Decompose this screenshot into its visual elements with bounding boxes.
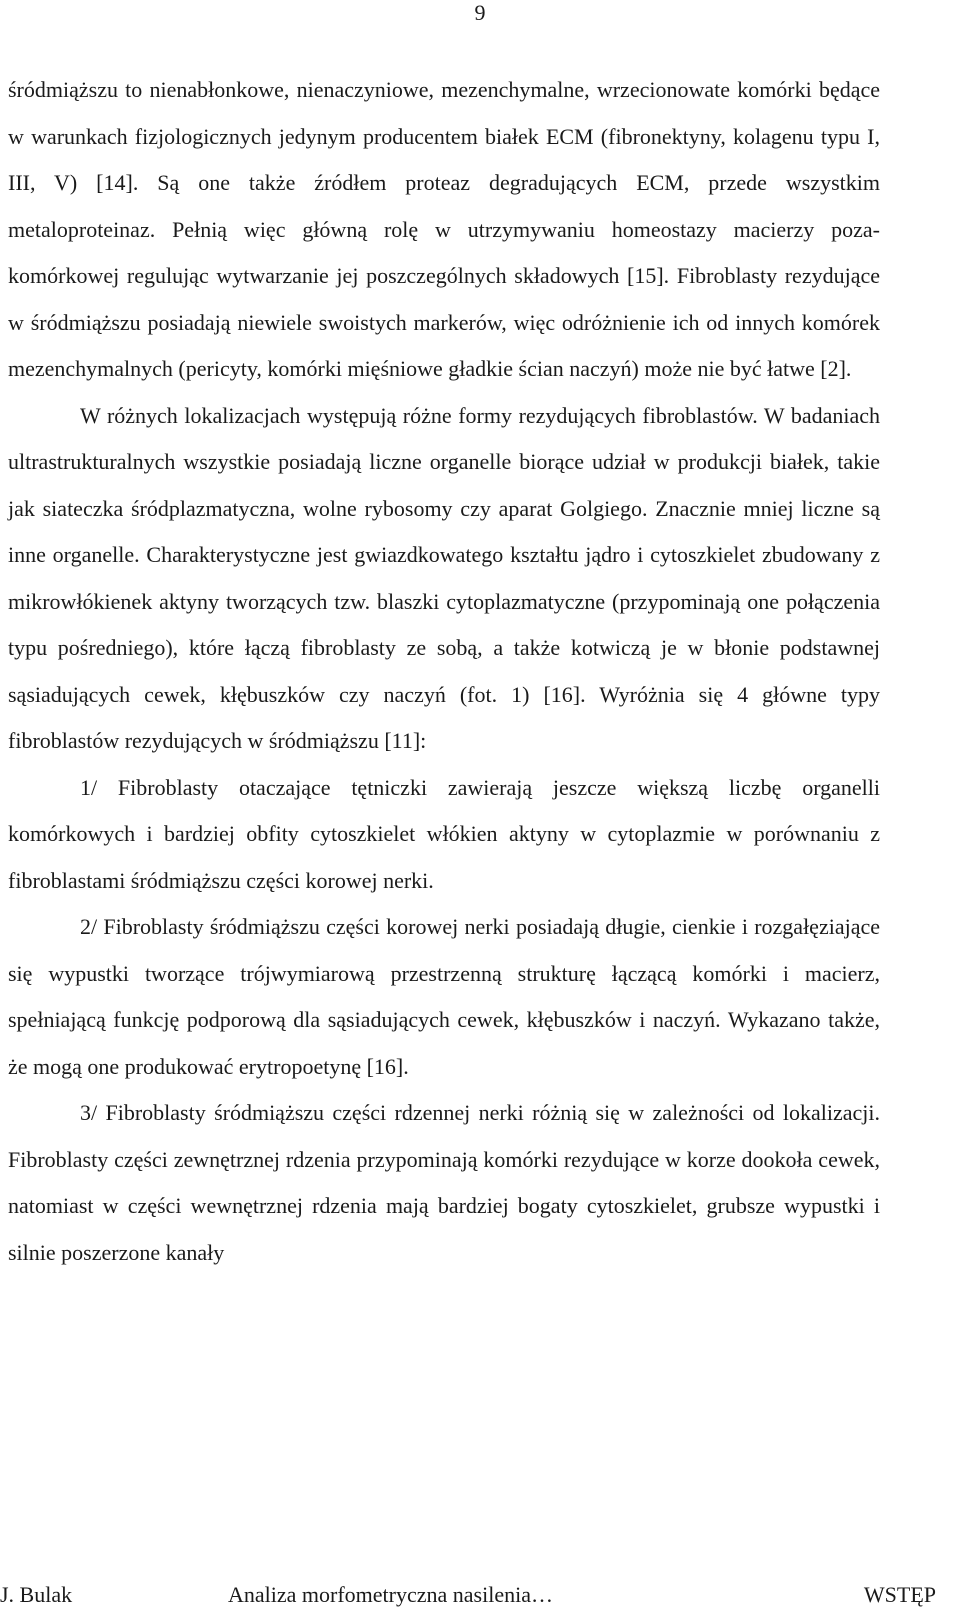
body-text [8, 67, 880, 1276]
paragraph-3: 1/ Fibroblasty otaczające tętniczki zawierają jeszcze większą liczbę organelli komórkowych i bardziej obfity cytoszkielet włókien aktyny w cytoplazmie w porównaniu z fibroblastami śródmiąższu części korowej nerki. [8, 774, 880, 893]
paragraph-1: śródmiąższu to nienabłonkowe, nienaczyniowe, mezenchymalne, wrzecionowate komórki będące w warunkach fizjologicznych jedynym producentem białek ECM (fibronektyny, kolagenu typu I, III, V) [14]. Są one także źródłem proteaz degradujących ECM, przede wszystkim metaloproteinaz. Pełnią więc główną rolę w utrzymywaniu homeostazy macierzy poza-komórkowej regulując wytwarzanie jej poszczególnych składowych [15]. Fibroblasty rezydujące w śródmiąższu posiadają niewiele swoistych markerów, więc odróżnienie ich od innych komórek mezenchymalnych (pericyty, komórki mięśniowe gładkie ścian naczyń) może nie być łatwe [2]. [8, 77, 880, 381]
paragraph-4: 2/ Fibroblasty śródmiąższu części korowej nerki posiadają długie, cienkie i rozgałęziające się wypustki tworzące trójwymiarową przestrzenną strukturę łączącą komórki i macierz, spełniającą funkcję podporową dla sąsiadujących cewek, kłębuszków i naczyń. Wykazano także, że mogą one produkować erytropoetynę [16]. [8, 914, 880, 1079]
page-footer [0, 1580, 950, 1610]
footer-author: J. Bulak [0, 1582, 73, 1607]
paragraph-2: W różnych lokalizacjach występują różne formy rezydujących fibroblastów. W badaniach ultrastrukturalnych wszystkie posiadają liczne organelle biorące udział w produkcji białek, takie jak siateczka śródplazmatyczna, wolne rybosomy czy aparat Golgiego. Znacznie mniej liczne są inne organelle. Charakterystyczne jest gwiazdkowatego kształtu jądro i cytoszkielet zbudowany z mikrowłókienek aktyny tworzących tzw. blaszki cytoplazmatyczne (przypominają one połączenia typu pośredniego), które łączą fibroblasty ze sobą, a także kotwiczą je w błonie podstawnej sąsiadujących cewek, kłębuszków czy naczyń (fot. 1) [16]. Wyróżnia się 4 główne typy fibroblastów rezydujących w śródmiąższu [11]: [8, 402, 880, 753]
footer-title: Analiza morfometryczna nasilenia… [228, 1582, 553, 1607]
paragraph-5: 3/ Fibroblasty śródmiąższu części rdzennej nerki różnią się w zależności od lokalizacji. Fibroblasty części zewnętrznej rdzenia przypominają komórki rezydujące w korze dookoła cewek, natomiast w części wewnętrznej rdzenia mają bardziej bogaty cytoszkielet, grubsze wypustki i silnie poszerzone kanały [8, 1100, 880, 1265]
page-number: 9 [474, 0, 486, 25]
footer-section: WSTĘP [863, 1582, 936, 1607]
